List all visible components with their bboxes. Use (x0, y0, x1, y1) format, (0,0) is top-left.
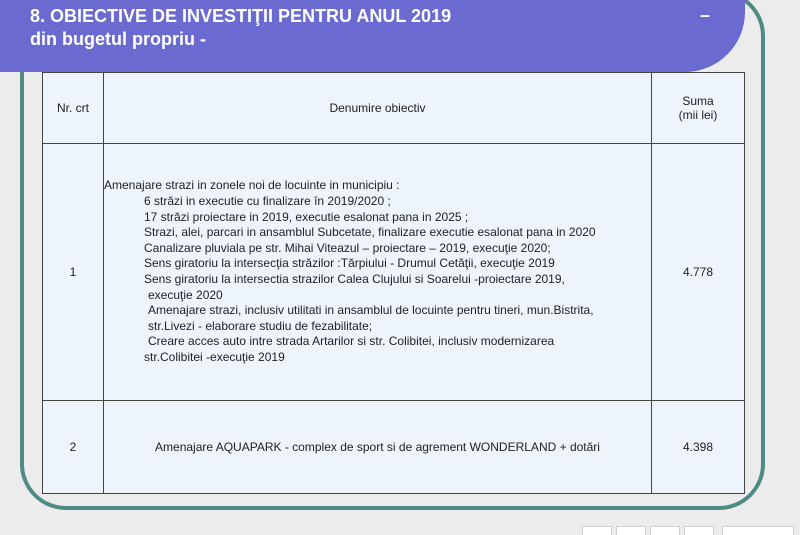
table-row (43, 401, 745, 494)
description-line: Amenajare strazi, inclusiv utilitati in ansamblul de locuinte pentru tineri, mun.Bistrita, (148, 303, 594, 318)
row-nr: 1 (43, 144, 104, 401)
row-description (104, 144, 652, 401)
description-line: execuţie 2020 (148, 287, 223, 302)
description-line: Creare acces auto intre strada Artarilor si str. Colibitei, inclusiv modernizarea (148, 334, 555, 349)
table-row (43, 144, 745, 401)
description-line: 6 străzi in executie cu finalizare în 2019/2020 ; (144, 194, 391, 209)
description-line: str.Colibitei -execuţie 2019 (144, 349, 285, 364)
description-line: Sens giratoriu la intersecţia străzilor :Tărpiului - Drumul Cetăţii, execuţie 2019 (144, 256, 555, 271)
header-sum-line1: Suma (682, 94, 714, 108)
slide-title (30, 5, 730, 51)
row-description: Amenajare AQUAPARK - complex de sport si de agrement WONDERLAND + dotări (104, 401, 652, 494)
description-line: Sens giratoriu la intersectia strazilor Calea Clujului si Soarelui -proiectare 2019, (144, 272, 565, 286)
row-sum: 4.778 (652, 144, 745, 401)
slide-nav-buttons (580, 526, 800, 534)
header-sum-line2: (mii lei) (678, 108, 718, 122)
row-nr: 2 (43, 401, 104, 494)
title-dash: – (700, 5, 711, 25)
investment-table (42, 72, 745, 494)
description-line: Amenajare strazi in zonele noi de locuinte in municipiu : (104, 178, 400, 193)
header-name: Denumire obiectiv (104, 73, 652, 144)
description-line: 17 străzi proiectare in 2019, executie esalonat pana in 2025 ; (144, 209, 469, 224)
description-line: Canalizare pluviala pe str. Mihai Viteazul – proiectare – 2019, execuţie 2020; (144, 240, 551, 255)
header-sum (652, 73, 745, 144)
description-line: Strazi, alei, parcari in ansamblul Subcetate, finalizare executie esalonat pana in 2020 (144, 225, 596, 240)
header-nr: Nr. crt (43, 73, 104, 144)
description-line: str.Livezi - elaborare studiu de fezabilitate; (148, 318, 373, 333)
table-header-row (43, 73, 745, 144)
title-line-1: 8. OBIECTIVE DE INVESTIŢII PENTRU ANUL 2019 (30, 6, 452, 26)
title-line-2: din bugetul propriu - (30, 29, 206, 49)
row-sum: 4.398 (652, 401, 745, 494)
